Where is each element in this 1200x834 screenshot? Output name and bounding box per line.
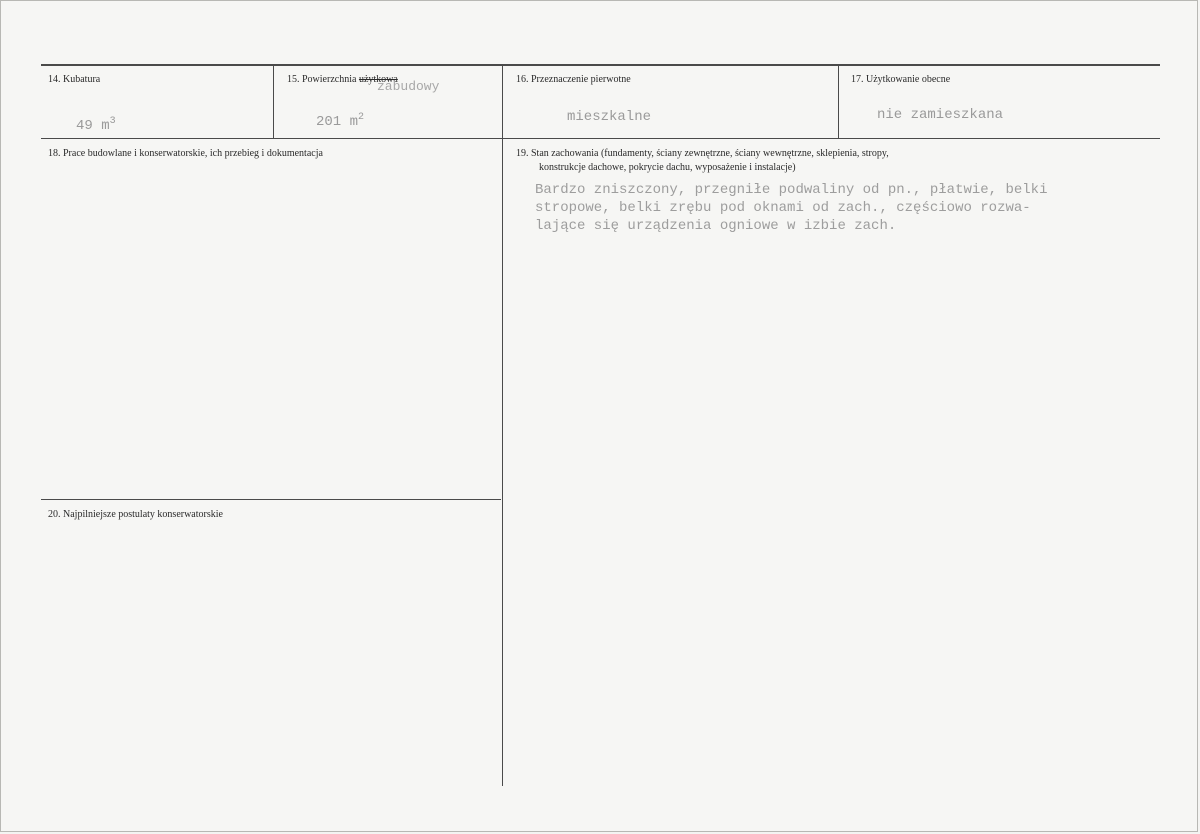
field-20-label: 20. Najpilniejsze postulaty konserwatorskie bbox=[48, 509, 223, 520]
field-17-value: nie zamieszkana bbox=[877, 107, 1004, 123]
field-18-label: 18. Prace budowlane i konserwatorskie, ich przebieg i dokumentacja bbox=[48, 148, 323, 159]
field-15-number: 201 m bbox=[316, 114, 359, 130]
field-15-struck-word: użytkowa bbox=[358, 74, 398, 85]
field-15-overtype: zabudowy bbox=[377, 79, 440, 94]
field-19-text-line: stropowe, belki zrębu pod oknami od zach., częściowo rozwa- bbox=[535, 200, 1031, 216]
field-14-number: 49 m bbox=[76, 118, 110, 134]
field-19-label-line1: 19. Stan zachowania (fundamenty, ściany zewnętrzne, ściany wewnętrzne, sklepienia, stropy, bbox=[516, 148, 889, 159]
top-rule bbox=[41, 64, 1160, 66]
field-19-label-line2: konstrukcje dachowe, pokrycie dachu, wyposażenie i instalacje) bbox=[539, 162, 796, 173]
field-17-label: 17. Użytkowanie obecne bbox=[851, 74, 951, 85]
col-divider-3 bbox=[838, 66, 839, 138]
section-20-divider bbox=[41, 499, 501, 500]
field-14-unit-exponent: 3 bbox=[109, 116, 116, 127]
field-14-value bbox=[76, 116, 116, 134]
col-divider-2 bbox=[502, 66, 503, 786]
field-16-label: 16. Przeznaczenie pierwotne bbox=[516, 74, 631, 85]
field-19-text-line: Bardzo zniszczony, przegniłe podwaliny od pn., płatwie, belki bbox=[535, 182, 1048, 198]
field-15-unit-exponent: 2 bbox=[358, 112, 365, 123]
field-15-value bbox=[316, 112, 364, 130]
row-divider bbox=[41, 138, 1160, 139]
field-19-text-line: lające się urządzenia ogniowe w izbie zach. bbox=[535, 218, 897, 234]
field-15-label-text: 15. Powierzchnia bbox=[287, 74, 359, 85]
field-19-text bbox=[535, 181, 1165, 235]
field-14-label: 14. Kubatura bbox=[48, 74, 101, 85]
field-16-value: mieszkalne bbox=[567, 109, 652, 125]
col-divider-1 bbox=[273, 66, 274, 138]
